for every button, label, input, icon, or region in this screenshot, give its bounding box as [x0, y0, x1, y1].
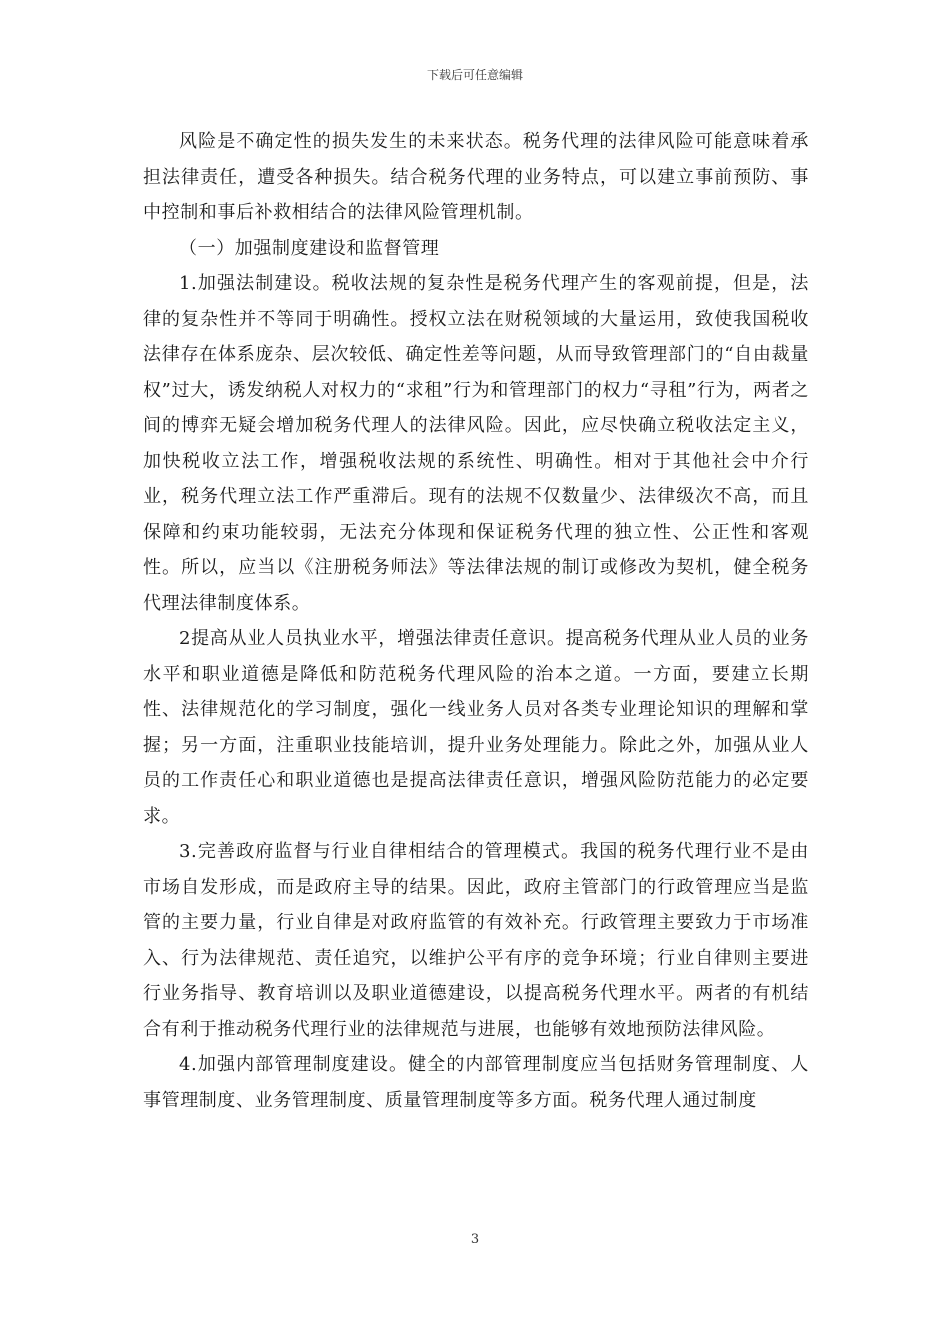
page-header: 下载后可任意编辑	[426, 68, 523, 82]
section-heading: （一）加强制度建设和监督管理	[179, 237, 440, 259]
paragraph-intro: 风险是不确定性的损失发生的未来状态。税务代理的法律风险可能意味着承担法律责任，遭受各种损失。结合税务代理的业务特点，可以建立事前预防、事中控制和事后补救相结合的法律风险管理机制。	[143, 131, 809, 223]
paragraph-item-2: 2提高从业人员执业水平，增强法律责任意识。提高税务代理从业人员的业务水平和职业道德是降低和防范税务代理风险的治本之道。一方面，要建立长期性、法律规范化的学习制度，强化一线业务人员对各类专业理论知识的理解和掌握；另一方面，注重职业技能培训，提升业务处理能力。除此之外，加强从业人员的工作责任心和职业道德也是提高法律责任意识，增强风险防范能力的必定要求。	[143, 628, 809, 827]
paragraph-item-3: 3.完善政府监督与行业自律相结合的管理模式。我国的税务代理行业不是由市场自发形成，而是政府主导的结果。因此，政府主管部门的行政管理应当是监管的主要力量，行业自律是对政府监管的有效补充。行政管理主要致力于市场准入、行为法律规范、责任追究，以维护公平有序的竞争环境；行业自律则主要进行业务指导、教育培训以及职业道德建设，以提高税务代理水平。两者的有机结合有利于推动税务代理行业的法律规范与进展，也能够有效地预防法律风险。	[143, 841, 809, 1040]
paragraph-item-4: 4.加强内部管理制度建设。健全的内部管理制度应当包括财务管理制度、人事管理制度、业务管理制度、质量管理制度等多方面。税务代理人通过制度	[143, 1054, 809, 1111]
paragraph-item-1: 1.加强法制建设。税收法规的复杂性是税务代理产生的客观前提，但是，法律的复杂性并不等同于明确性。授权立法在财税领域的大量运用，致使我国税收法律存在体系庞杂、层次较低、确定性差等问题，从而导致管理部门的“自由裁量权”过大，诱发纳税人对权力的“求租”行为和管理部门的权力“寻租”行为，两者之间的博弈无疑会增加税务代理人的法律风险。因此，应尽快确立税收法定主义，加快税收立法工作，增强税收法规的系统性、明确性。相对于其他社会中介行业，税务代理立法工作严重滞后。现有的法规不仅数量少、法律级次不高，而且保障和约束功能较弱，无法充分体现和保证税务代理的独立性、公正性和客观性。所以，应当以《注册税务师法》等法律法规的制订或修改为契机，健全税务代理法律制度体系。	[143, 273, 809, 614]
page-number: 3	[470, 1232, 480, 1247]
document-body	[143, 124, 809, 1118]
